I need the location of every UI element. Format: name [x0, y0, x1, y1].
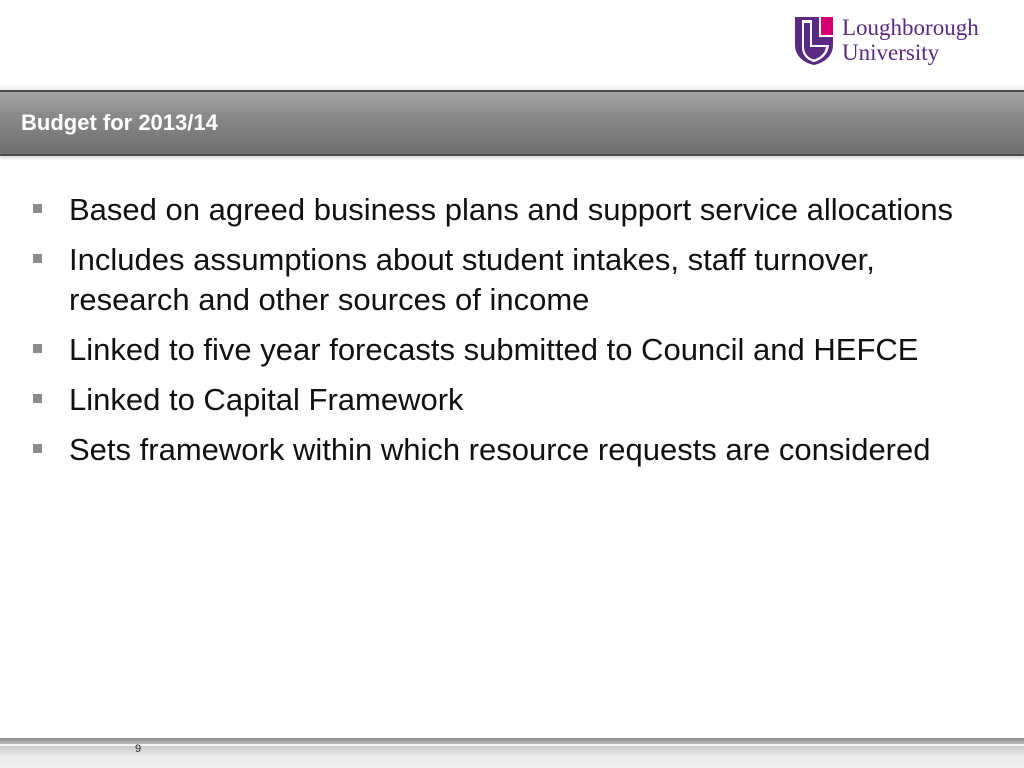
square-bullet-icon	[33, 394, 42, 403]
university-logo	[795, 15, 1010, 67]
footer-bar	[0, 738, 1024, 768]
bullet-list	[30, 190, 990, 480]
square-bullet-icon	[33, 344, 42, 353]
title-bar	[0, 90, 1024, 156]
list-item	[30, 190, 990, 230]
list-item	[30, 240, 990, 320]
list-item-text: Linked to five year forecasts submitted to Council and HEFCE	[69, 332, 919, 367]
list-item	[30, 430, 990, 470]
list-item-text: Includes assumptions about student intakes, staff turnover, research and other sources of income	[69, 242, 875, 317]
shield-icon	[795, 15, 835, 65]
slide-title: Budget for 2013/14	[21, 110, 218, 135]
list-item	[30, 380, 990, 420]
list-item-text: Based on agreed business plans and support service allocations	[69, 192, 954, 227]
square-bullet-icon	[33, 254, 42, 263]
square-bullet-icon	[33, 204, 42, 213]
list-item	[30, 330, 990, 370]
logo-line-1: Loughborough	[842, 15, 979, 40]
square-bullet-icon	[33, 444, 42, 453]
list-item-text: Linked to Capital Framework	[69, 382, 464, 417]
list-item-text: Sets framework within which resource requests are considered	[69, 432, 931, 467]
footer-divider	[0, 744, 1024, 746]
logo-wordmark	[842, 15, 979, 65]
logo-line-2: University	[842, 40, 940, 65]
page-number: 9	[135, 743, 142, 755]
